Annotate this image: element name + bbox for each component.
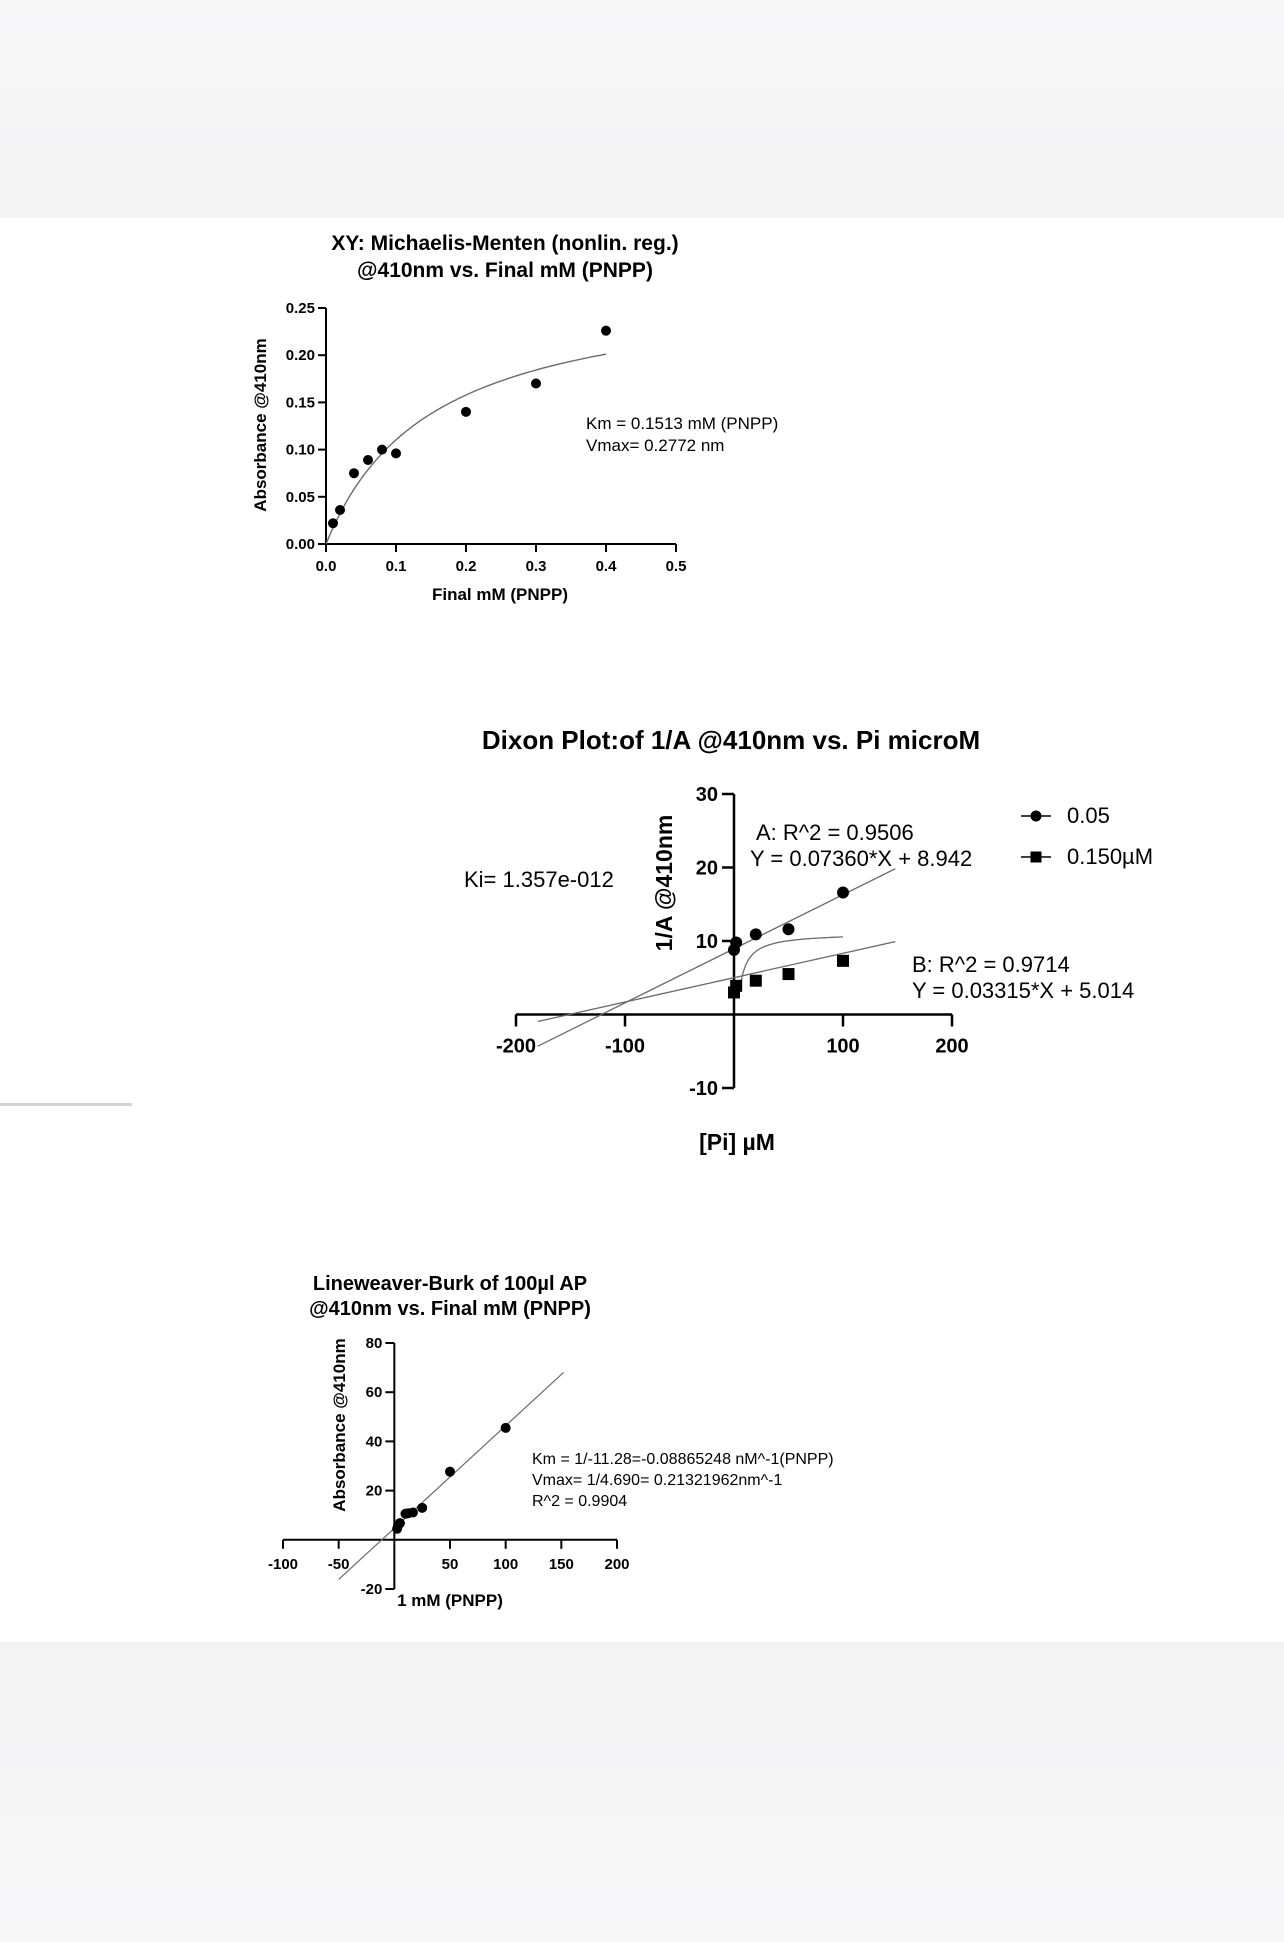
mm-data-point — [335, 505, 345, 515]
dixon-b-equation: Y = 0.03315*X + 5.014 — [912, 978, 1135, 1003]
lb-x-tick-label: -50 — [327, 1555, 350, 1573]
legend-series-1-label: 0.05 — [1067, 803, 1110, 828]
lb-data-point — [395, 1518, 405, 1528]
dixon-y-tick-label: 30 — [695, 784, 718, 806]
mm-title: XY: Michaelis-Menten (nonlin. reg.) — [331, 232, 679, 255]
dixon-series-2-point — [837, 955, 849, 967]
mm-y-axis-label: Absorbance @410nm — [251, 338, 270, 512]
dixon-y-tick-label: -10 — [689, 1078, 718, 1100]
mm-km-annotation: Km = 0.1513 mM (PNPP) — [586, 414, 779, 433]
mm-data-point — [349, 468, 359, 478]
mm-data-point — [531, 379, 541, 389]
dixon-x-tick-label: 100 — [826, 1035, 860, 1058]
mm-data-point — [601, 326, 611, 336]
lb-x-tick-label: 150 — [548, 1555, 574, 1573]
lb-y-tick-label: 60 — [365, 1384, 383, 1402]
dixon-series-1-point — [783, 923, 795, 935]
lb-y-tick-label: 20 — [365, 1482, 383, 1500]
lb-y-axis-label: Absorbance @410nm — [330, 1338, 349, 1512]
dixon-series-2-point — [730, 980, 742, 992]
mm-subtitle: @410nm vs. Final mM (PNPP) — [357, 259, 653, 282]
mm-data-point — [377, 445, 387, 455]
lb-data-point — [408, 1507, 418, 1517]
dixon-a-equation: Y = 0.07360*X + 8.942 — [750, 846, 973, 871]
lb-y-tick-label: -20 — [360, 1581, 383, 1598]
lb-r2-annotation: R^2 = 0.9904 — [532, 1493, 628, 1510]
mm-y-tick-label: 0.15 — [285, 394, 315, 412]
dixon-legend — [1021, 803, 1153, 869]
dixon-series-2-point — [783, 968, 795, 980]
dixon-b-r2-annotation: B: R^2 = 0.9714 — [912, 952, 1070, 977]
lb-x-tick-label: 50 — [441, 1555, 459, 1573]
lb-y-tick-label: 80 — [365, 1335, 383, 1352]
dixon-series-1-point — [750, 928, 762, 940]
lb-km-annotation: Km = 1/-11.28=-0.08865248 nM^-1(PNPP) — [532, 1451, 834, 1468]
lb-data-point — [417, 1503, 427, 1513]
dixon-x-axis-label: [Pi] µM — [699, 1129, 775, 1155]
dixon-a-r2-annotation: A: R^2 = 0.9506 — [756, 820, 914, 845]
mm-x-tick-label: 0.2 — [455, 558, 477, 575]
lb-title: Lineweaver-Burk of 100µl AP — [312, 1273, 588, 1295]
mm-y-tick-label: 0.05 — [285, 488, 315, 506]
mm-x-tick-label: 0.5 — [665, 558, 687, 575]
lb-x-tick-label: 200 — [604, 1555, 630, 1573]
legend-series-1-marker — [1031, 811, 1042, 822]
lb-data-point — [445, 1467, 455, 1477]
mm-x-tick-label: 0.1 — [385, 558, 407, 575]
legend-series-2-marker — [1031, 852, 1042, 863]
lb-data-point — [501, 1423, 511, 1433]
mm-y-tick-label: 0.20 — [285, 347, 315, 365]
lb-x-axis-label: 1 mM (PNPP) — [397, 1591, 503, 1610]
dixon-y-axis-label: 1/A @410nm — [651, 814, 677, 952]
dixon-x-tick-label: -200 — [495, 1035, 537, 1058]
mm-data-point — [328, 518, 338, 528]
dixon-series-2-fit-line — [538, 942, 896, 1022]
lb-x-tick-label: -100 — [267, 1555, 299, 1573]
mm-y-tick-label: 0.10 — [285, 441, 315, 459]
mm-data-point — [391, 448, 401, 458]
mm-vmax-annotation: Vmax= 0.2772 nm — [586, 436, 725, 455]
dixon-series-2-point — [750, 975, 762, 987]
dixon-y-tick-label: 20 — [695, 857, 718, 880]
dixon-x-tick-label: 200 — [935, 1035, 969, 1058]
dixon-title: Dixon Plot:of 1/A @410nm vs. Pi microM — [481, 725, 981, 755]
lb-x-tick-label: 100 — [493, 1555, 519, 1573]
mm-fit-curve — [326, 354, 606, 544]
mm-data-point — [461, 407, 471, 417]
mm-data-point — [363, 455, 373, 465]
dixon-x-tick-label: -100 — [604, 1035, 646, 1058]
mm-y-tick-label: 0.25 — [285, 300, 315, 317]
lb-subtitle: @410nm vs. Final mM (PNPP) — [309, 1298, 591, 1320]
mm-x-tick-label: 0.3 — [525, 558, 547, 575]
dixon-y-tick-label: 10 — [695, 931, 718, 953]
lb-y-tick-label: 40 — [365, 1433, 383, 1451]
dixon-series-1-point — [730, 936, 742, 948]
dixon-series-1-point — [837, 886, 849, 898]
lb-vmax-annotation: Vmax= 1/4.690= 0.21321962nm^-1 — [532, 1472, 783, 1489]
mm-x-axis-label: Final mM (PNPP) — [431, 585, 569, 604]
mm-x-tick-label: 0.4 — [595, 558, 617, 575]
dixon-ki-annotation: Ki= 1.357e-012 — [464, 867, 614, 892]
mm-y-tick-label: 0.00 — [285, 536, 315, 553]
legend-series-2-label: 0.150µM — [1067, 844, 1154, 869]
mm-x-tick-label: 0.0 — [315, 558, 337, 575]
